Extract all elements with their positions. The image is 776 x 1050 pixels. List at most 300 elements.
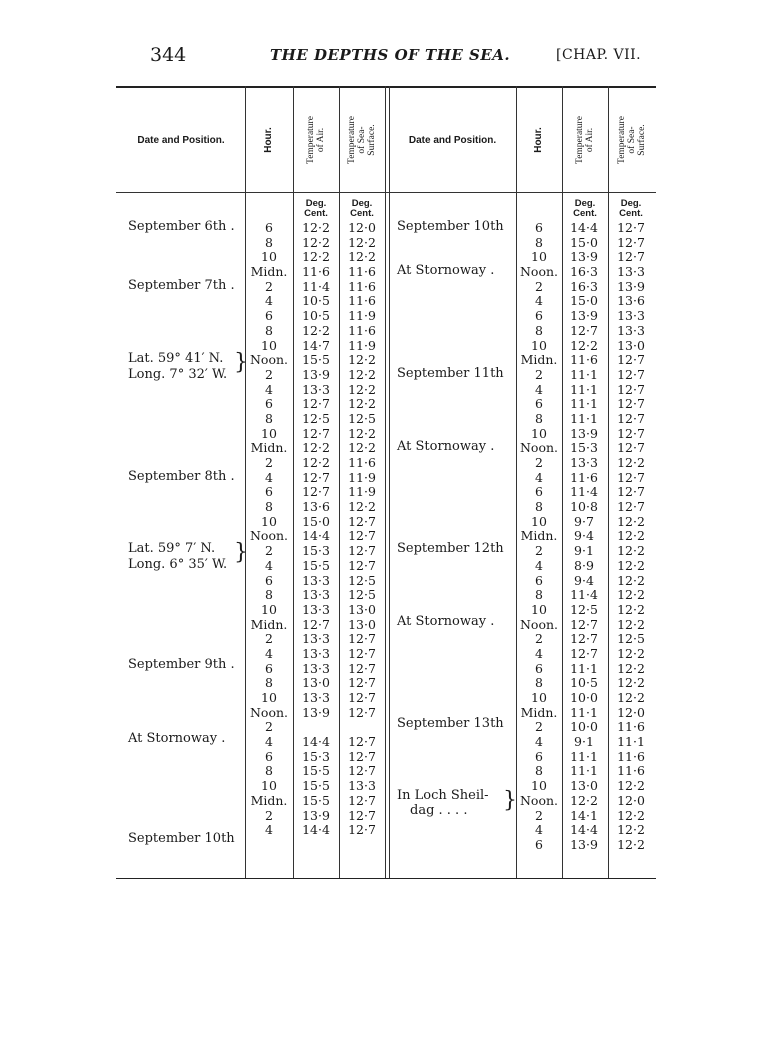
- air-temp-cell: 15·3: [302, 543, 330, 559]
- date-label: September 12th: [397, 541, 504, 556]
- sea-temp-cell: 13·6: [617, 293, 645, 309]
- air-temp-cell: 12·7: [570, 631, 598, 647]
- header-temp-sea: Temperature of Sea-Surface.: [617, 116, 647, 164]
- header-date-position: Date and Position.: [137, 134, 225, 146]
- hour-cell: Midn.: [250, 792, 288, 808]
- sea-temp-cell: 11·6: [348, 278, 376, 294]
- header-temp-sea: Temperature of Sea-Surface.: [347, 116, 377, 164]
- air-temp-cell: 15·5: [302, 763, 330, 779]
- air-temp-cell: 11·1: [570, 704, 598, 720]
- hour-cell: 8: [535, 499, 543, 515]
- sea-temp-cell: 12·5: [348, 587, 376, 603]
- hour-cell: 4: [265, 734, 273, 750]
- date-label: September 6th .: [128, 219, 235, 234]
- sea-temp-cell: 12·7: [348, 528, 376, 544]
- hour-cell: 6: [535, 396, 543, 412]
- sea-temp-cell: 12·7: [348, 543, 376, 559]
- sea-temp-cell: 12·7: [617, 440, 645, 456]
- sea-temp-cell: 12·7: [348, 660, 376, 676]
- sea-temp-cell: 12·2: [617, 455, 645, 470]
- date-label: September 11th: [397, 366, 504, 381]
- sea-temp-cell: 12·0: [348, 220, 376, 235]
- hour-cell: 10: [261, 337, 277, 353]
- date-label: September 10th: [397, 219, 504, 234]
- sea-temp-cell: 13·0: [348, 616, 376, 632]
- sea-temp-cell: 11·9: [348, 469, 376, 485]
- air-temp-cell: 16·3: [570, 278, 598, 294]
- sea-temp-cell: 12·7: [617, 410, 645, 426]
- sea-temp-cell: 11·6: [348, 322, 376, 338]
- hour-cell: Midn.: [250, 616, 288, 632]
- hour-cell: 4: [535, 469, 543, 485]
- sea-temp-cell: 12·2: [348, 499, 376, 515]
- hour-cell: 8: [535, 322, 543, 338]
- left-hour-column: [247, 221, 291, 838]
- hour-cell: 2: [265, 278, 273, 294]
- sea-temp-cell: 11·6: [617, 763, 645, 779]
- air-temp-cell: 13·9: [302, 807, 330, 823]
- brace-icon: }: [503, 788, 517, 813]
- hour-cell: 4: [535, 293, 543, 309]
- sea-temp-cell: 12·5: [348, 572, 376, 588]
- air-temp-cell: 13·3: [302, 645, 330, 661]
- sea-temp-cell: 11·1: [617, 734, 645, 750]
- air-temp-cell: 12·2: [302, 220, 330, 235]
- sea-temp-cell: 11·6: [617, 748, 645, 764]
- air-temp-cell: 14·4: [570, 822, 598, 838]
- air-temp-cell: 13·9: [302, 704, 330, 720]
- hour-cell: 4: [265, 822, 273, 838]
- air-temp-cell: 15·3: [302, 748, 330, 764]
- col-divider: [339, 86, 340, 878]
- hour-cell: 2: [265, 719, 273, 735]
- air-temp-cell: 13·3: [302, 660, 330, 676]
- location-label: dag . . . .: [410, 803, 468, 818]
- sea-temp-cell: 12·5: [348, 410, 376, 426]
- air-temp-cell: 13·9: [570, 836, 598, 852]
- sea-temp-cell: 12·2: [617, 690, 645, 705]
- air-temp-cell: 12·5: [570, 601, 598, 617]
- hour-cell: 2: [535, 719, 543, 735]
- air-temp-cell: 13·9: [302, 366, 330, 382]
- location-label: At Stornoway .: [397, 614, 495, 629]
- air-temp-cell: 13·9: [570, 249, 598, 265]
- chapter-label: [CHAP. VII.: [556, 47, 642, 63]
- air-temp-cell: 15·5: [302, 352, 330, 368]
- air-temp-cell: 10·0: [570, 690, 598, 705]
- air-temp-cell: 11·1: [570, 410, 598, 426]
- air-temp-cell: 14·1: [570, 807, 598, 823]
- sea-temp-cell: 12·7: [348, 631, 376, 647]
- hour-cell: 4: [535, 645, 543, 661]
- air-temp-cell: 14·7: [302, 337, 330, 353]
- sea-temp-cell: 12·7: [348, 748, 376, 764]
- air-temp-cell: 9·7: [574, 513, 594, 529]
- position-label: Lat. 59° 41′ N.: [128, 351, 224, 366]
- sea-temp-cell: 13·3: [348, 778, 376, 794]
- air-temp-cell: 12·7: [302, 484, 330, 500]
- sea-temp-cell: 12·2: [348, 366, 376, 382]
- sea-temp-cell: 12·0: [617, 792, 645, 808]
- air-temp-cell: 15·5: [302, 557, 330, 573]
- sea-temp-cell: 12·2: [617, 645, 645, 661]
- sea-temp-cell: 11·6: [617, 719, 645, 735]
- hour-cell: 4: [265, 381, 273, 397]
- hour-cell: 10: [531, 778, 547, 794]
- air-temp-cell: 15·5: [302, 778, 330, 794]
- hour-cell: 10: [261, 778, 277, 794]
- hour-cell: 10: [531, 425, 547, 441]
- air-temp-cell: 12·7: [302, 616, 330, 632]
- hour-cell: 8: [535, 763, 543, 779]
- air-temp-cell: 11·6: [302, 264, 330, 280]
- sea-temp-cell: 12·2: [617, 822, 645, 838]
- hour-cell: 8: [265, 675, 273, 691]
- header-hour: Hour.: [263, 127, 274, 153]
- air-temp-cell: 13·0: [302, 675, 330, 691]
- hour-cell: 8: [535, 410, 543, 426]
- position-label: Lat. 59° 7′ N.: [128, 541, 216, 556]
- sea-temp-cell: 12·7: [348, 807, 376, 823]
- hour-cell: 10: [261, 425, 277, 441]
- air-temp-cell: 15·5: [302, 792, 330, 808]
- air-temp-cell: 9·1: [574, 734, 594, 750]
- hour-cell: 2: [265, 543, 273, 559]
- sea-temp-cell: 12·7: [617, 469, 645, 485]
- sea-temp-cell: 12·7: [617, 381, 645, 397]
- air-temp-cell: 13·0: [570, 778, 598, 794]
- sea-temp-cell: 12·2: [348, 381, 376, 397]
- air-temp-cell: 11·1: [570, 366, 598, 382]
- air-temp-cell: 12·2: [302, 440, 330, 456]
- date-label: September 8th .: [128, 469, 235, 484]
- header-date-position: Date and Position.: [408, 134, 497, 146]
- hour-cell: 6: [265, 396, 273, 412]
- hour-cell: 2: [265, 807, 273, 823]
- air-temp-cell: 11·6: [570, 352, 598, 368]
- sea-temp-cell: 12·2: [617, 513, 645, 529]
- col-divider: [293, 86, 294, 878]
- col-divider: [245, 86, 246, 878]
- sea-temp-cell: 13·3: [617, 322, 645, 338]
- air-temp-cell: 12·2: [302, 234, 330, 250]
- sea-temp-cell: 12·0: [617, 704, 645, 720]
- sea-temp-cell: 12·2: [617, 587, 645, 603]
- hour-cell: 2: [265, 366, 273, 382]
- hour-cell: 2: [535, 631, 543, 647]
- sea-temp-cell: 12·2: [617, 543, 645, 559]
- sea-temp-cell: 12·7: [617, 220, 645, 235]
- location-label: In Loch Sheil-: [397, 788, 489, 803]
- hour-cell: 6: [535, 308, 543, 324]
- hour-cell: 10: [531, 513, 547, 529]
- hour-cell: 2: [265, 631, 273, 647]
- hour-cell: 4: [535, 734, 543, 750]
- hour-cell: 10: [261, 513, 277, 529]
- air-temp-cell: 9·4: [574, 572, 594, 588]
- hour-cell: 8: [535, 587, 543, 603]
- date-label: September 7th .: [128, 278, 235, 293]
- air-temp-cell: 11·4: [302, 278, 330, 294]
- sea-temp-cell: 12·2: [617, 557, 645, 573]
- date-label: September 9th .: [128, 657, 235, 672]
- sea-temp-cell: 12·2: [617, 778, 645, 794]
- hour-cell: Noon.: [519, 264, 558, 280]
- hour-cell: Noon.: [519, 616, 558, 632]
- sea-temp-cell: 12·2: [348, 396, 376, 412]
- sea-temp-cell: 11·6: [348, 455, 376, 470]
- hour-cell: 6: [535, 572, 543, 588]
- hour-cell: 6: [265, 572, 273, 588]
- header-temp-air: Temperature of Air.: [306, 116, 326, 164]
- sea-temp-cell: 12·2: [617, 572, 645, 588]
- sea-temp-cell: [341, 720, 383, 735]
- sea-temp-cell: 12·2: [617, 660, 645, 676]
- air-temp-cell: 15·0: [302, 513, 330, 529]
- location-label: At Stornoway .: [397, 439, 495, 454]
- hour-cell: 6: [265, 484, 273, 500]
- air-temp-cell: 11·4: [570, 587, 598, 603]
- air-temp-cell: 11·1: [570, 748, 598, 764]
- air-temp-cell: 15·0: [570, 234, 598, 250]
- hour-cell: 4: [535, 557, 543, 573]
- sea-temp-cell: 12·7: [617, 249, 645, 265]
- col-divider-double: [389, 86, 390, 878]
- unit-label: Deg. Cent.: [350, 198, 374, 219]
- air-temp-cell: 13·9: [570, 308, 598, 324]
- location-label: At Stornoway .: [397, 263, 495, 278]
- hour-cell: Noon.: [249, 528, 288, 544]
- hour-cell: 6: [265, 308, 273, 324]
- hour-cell: 2: [535, 278, 543, 294]
- sea-temp-cell: 11·9: [348, 484, 376, 500]
- hour-cell: 6: [265, 220, 273, 235]
- sea-temp-cell: 12·7: [348, 822, 376, 838]
- page-number: 344: [150, 44, 187, 66]
- sea-temp-cell: 12·2: [617, 836, 645, 852]
- hour-cell: 10: [531, 601, 547, 617]
- sea-temp-cell: 12·7: [617, 234, 645, 250]
- air-temp-cell: 11·6: [570, 469, 598, 485]
- hour-cell: 2: [535, 543, 543, 559]
- air-temp-cell: 10·5: [302, 293, 330, 309]
- position-label: Long. 7° 32′ W.: [128, 367, 228, 382]
- air-temp-cell: 15·3: [570, 440, 598, 456]
- hour-cell: 4: [265, 293, 273, 309]
- sea-temp-cell: 12·2: [617, 601, 645, 617]
- hour-cell: 10: [531, 337, 547, 353]
- hour-cell: Noon.: [249, 352, 288, 368]
- air-temp-cell: 11·1: [570, 381, 598, 397]
- left-sea-column: [341, 221, 383, 838]
- date-label: September 13th: [397, 716, 504, 731]
- hour-cell: 6: [535, 836, 543, 852]
- hour-cell: 6: [535, 748, 543, 764]
- sea-temp-cell: 12·7: [617, 425, 645, 441]
- air-temp-cell: 11·1: [570, 396, 598, 412]
- left-air-column: [295, 221, 337, 838]
- header-temp-air: Temperature of Air.: [575, 116, 595, 164]
- air-temp-cell: 10·5: [570, 675, 598, 691]
- sea-temp-cell: 12·7: [617, 499, 645, 515]
- sea-temp-cell: 12·5: [617, 631, 645, 647]
- hour-cell: 10: [261, 249, 277, 265]
- sea-temp-cell: 13·3: [617, 308, 645, 324]
- hour-cell: 6: [265, 748, 273, 764]
- hour-cell: 4: [535, 822, 543, 838]
- air-temp-cell: 10·0: [570, 719, 598, 735]
- sea-temp-cell: 12·7: [348, 675, 376, 691]
- air-temp-cell: 13·9: [570, 425, 598, 441]
- air-temp-cell: 11·1: [570, 660, 598, 676]
- hour-cell: 2: [535, 366, 543, 382]
- brace-icon: }: [234, 540, 248, 565]
- sea-temp-cell: 12·2: [348, 440, 376, 456]
- air-temp-cell: 14·4: [302, 822, 330, 838]
- air-temp-cell: 12·2: [570, 337, 598, 353]
- sea-temp-cell: 12·7: [348, 704, 376, 720]
- air-temp-cell: 10·5: [302, 308, 330, 324]
- air-temp-cell: 11·1: [570, 763, 598, 779]
- hour-cell: Noon.: [519, 792, 558, 808]
- hour-cell: 6: [265, 660, 273, 676]
- hour-cell: 10: [531, 690, 547, 705]
- right-sea-column: [610, 221, 652, 853]
- right-hour-column: [517, 221, 561, 853]
- hour-cell: 2: [535, 455, 543, 470]
- sea-temp-cell: 12·7: [348, 557, 376, 573]
- sea-temp-cell: 13·0: [348, 601, 376, 617]
- sea-temp-cell: 12·7: [348, 690, 376, 705]
- hour-cell: Midn.: [520, 352, 558, 368]
- brace-icon: }: [234, 350, 248, 375]
- air-temp-cell: 9·4: [574, 528, 594, 544]
- air-temp-cell: 10·8: [570, 499, 598, 515]
- hour-cell: 4: [535, 381, 543, 397]
- hour-cell: 2: [535, 807, 543, 823]
- hour-cell: 8: [265, 410, 273, 426]
- air-temp-cell: 16·3: [570, 264, 598, 280]
- right-air-column: [563, 221, 605, 853]
- air-temp-cell: 13·3: [302, 381, 330, 397]
- air-temp-cell: 12·2: [302, 322, 330, 338]
- hour-cell: 8: [535, 234, 543, 250]
- sea-temp-cell: 13·9: [617, 278, 645, 294]
- unit-label: Deg. Cent.: [304, 198, 328, 219]
- sea-temp-cell: 12·7: [617, 366, 645, 382]
- header-rule: [116, 192, 656, 193]
- sea-temp-cell: 11·6: [348, 264, 376, 280]
- hour-cell: Midn.: [520, 528, 558, 544]
- sea-temp-cell: 12·2: [617, 616, 645, 632]
- air-temp-cell: 13·3: [302, 572, 330, 588]
- air-temp-cell: 12·7: [570, 616, 598, 632]
- sea-temp-cell: 13·3: [617, 264, 645, 280]
- hour-cell: 8: [265, 763, 273, 779]
- hour-cell: 8: [535, 675, 543, 691]
- sea-temp-cell: 11·6: [348, 293, 376, 309]
- sea-temp-cell: 12·7: [348, 763, 376, 779]
- sea-temp-cell: 12·2: [617, 528, 645, 544]
- hour-cell: 8: [265, 322, 273, 338]
- sea-temp-cell: 11·9: [348, 308, 376, 324]
- col-divider-double: [385, 86, 386, 878]
- sea-temp-cell: 12·2: [348, 352, 376, 368]
- unit-label: Deg. Cent.: [619, 198, 643, 219]
- air-temp-cell: 13·6: [302, 499, 330, 515]
- air-temp-cell: 12·7: [302, 425, 330, 441]
- air-temp-cell: 13·3: [302, 631, 330, 647]
- hour-cell: 8: [265, 499, 273, 515]
- hour-cell: 6: [535, 484, 543, 500]
- hour-cell: 10: [261, 690, 277, 705]
- position-label: Long. 6° 35′ W.: [128, 557, 228, 572]
- hour-cell: 6: [535, 220, 543, 235]
- air-temp-cell: [295, 720, 337, 735]
- hour-cell: 10: [261, 601, 277, 617]
- sea-temp-cell: 12·7: [617, 352, 645, 368]
- hour-cell: 4: [265, 645, 273, 661]
- sea-temp-cell: 12·7: [348, 513, 376, 529]
- hour-cell: 2: [265, 455, 273, 470]
- sea-temp-cell: 12·7: [617, 484, 645, 500]
- air-temp-cell: 9·1: [574, 543, 594, 559]
- date-label: September 10th: [128, 831, 235, 846]
- air-temp-cell: 12·7: [570, 322, 598, 338]
- location-label: At Stornoway .: [128, 731, 226, 746]
- sea-temp-cell: 12·2: [348, 425, 376, 441]
- sea-temp-cell: 13·0: [617, 337, 645, 353]
- air-temp-cell: 12·2: [302, 455, 330, 470]
- air-temp-cell: 12·7: [302, 396, 330, 412]
- sea-temp-cell: 12·2: [617, 675, 645, 691]
- col-divider: [608, 86, 609, 878]
- hour-cell: 8: [265, 234, 273, 250]
- hour-cell: Midn.: [520, 704, 558, 720]
- air-temp-cell: 12·2: [570, 792, 598, 808]
- air-temp-cell: 12·5: [302, 410, 330, 426]
- air-temp-cell: 8·9: [574, 557, 594, 573]
- sea-temp-cell: 12·7: [348, 734, 376, 750]
- hour-cell: 8: [265, 587, 273, 603]
- sea-temp-cell: 12·7: [348, 792, 376, 808]
- sea-temp-cell: 12·7: [348, 645, 376, 661]
- unit-label: Deg. Cent.: [573, 198, 597, 219]
- air-temp-cell: 13·3: [302, 601, 330, 617]
- hour-cell: Noon.: [249, 704, 288, 720]
- sea-temp-cell: 12·2: [617, 807, 645, 823]
- hour-cell: Noon.: [519, 440, 558, 456]
- air-temp-cell: 13·3: [570, 455, 598, 470]
- hour-cell: 4: [265, 469, 273, 485]
- hour-cell: 10: [531, 249, 547, 265]
- hour-cell: 4: [265, 557, 273, 573]
- air-temp-cell: 11·4: [570, 484, 598, 500]
- air-temp-cell: 12·7: [302, 469, 330, 485]
- air-temp-cell: 15·0: [570, 293, 598, 309]
- air-temp-cell: 13·3: [302, 587, 330, 603]
- air-temp-cell: 12·2: [302, 249, 330, 265]
- header-hour: Hour.: [533, 127, 544, 153]
- sea-temp-cell: 11·9: [348, 337, 376, 353]
- hour-cell: Midn.: [250, 264, 288, 280]
- air-temp-cell: 14·4: [570, 220, 598, 235]
- sea-temp-cell: 12·2: [348, 234, 376, 250]
- hour-cell: Midn.: [250, 440, 288, 456]
- running-title: THE DEPTHS OF THE SEA.: [270, 46, 511, 64]
- air-temp-cell: 13·3: [302, 690, 330, 705]
- hour-cell: 6: [535, 660, 543, 676]
